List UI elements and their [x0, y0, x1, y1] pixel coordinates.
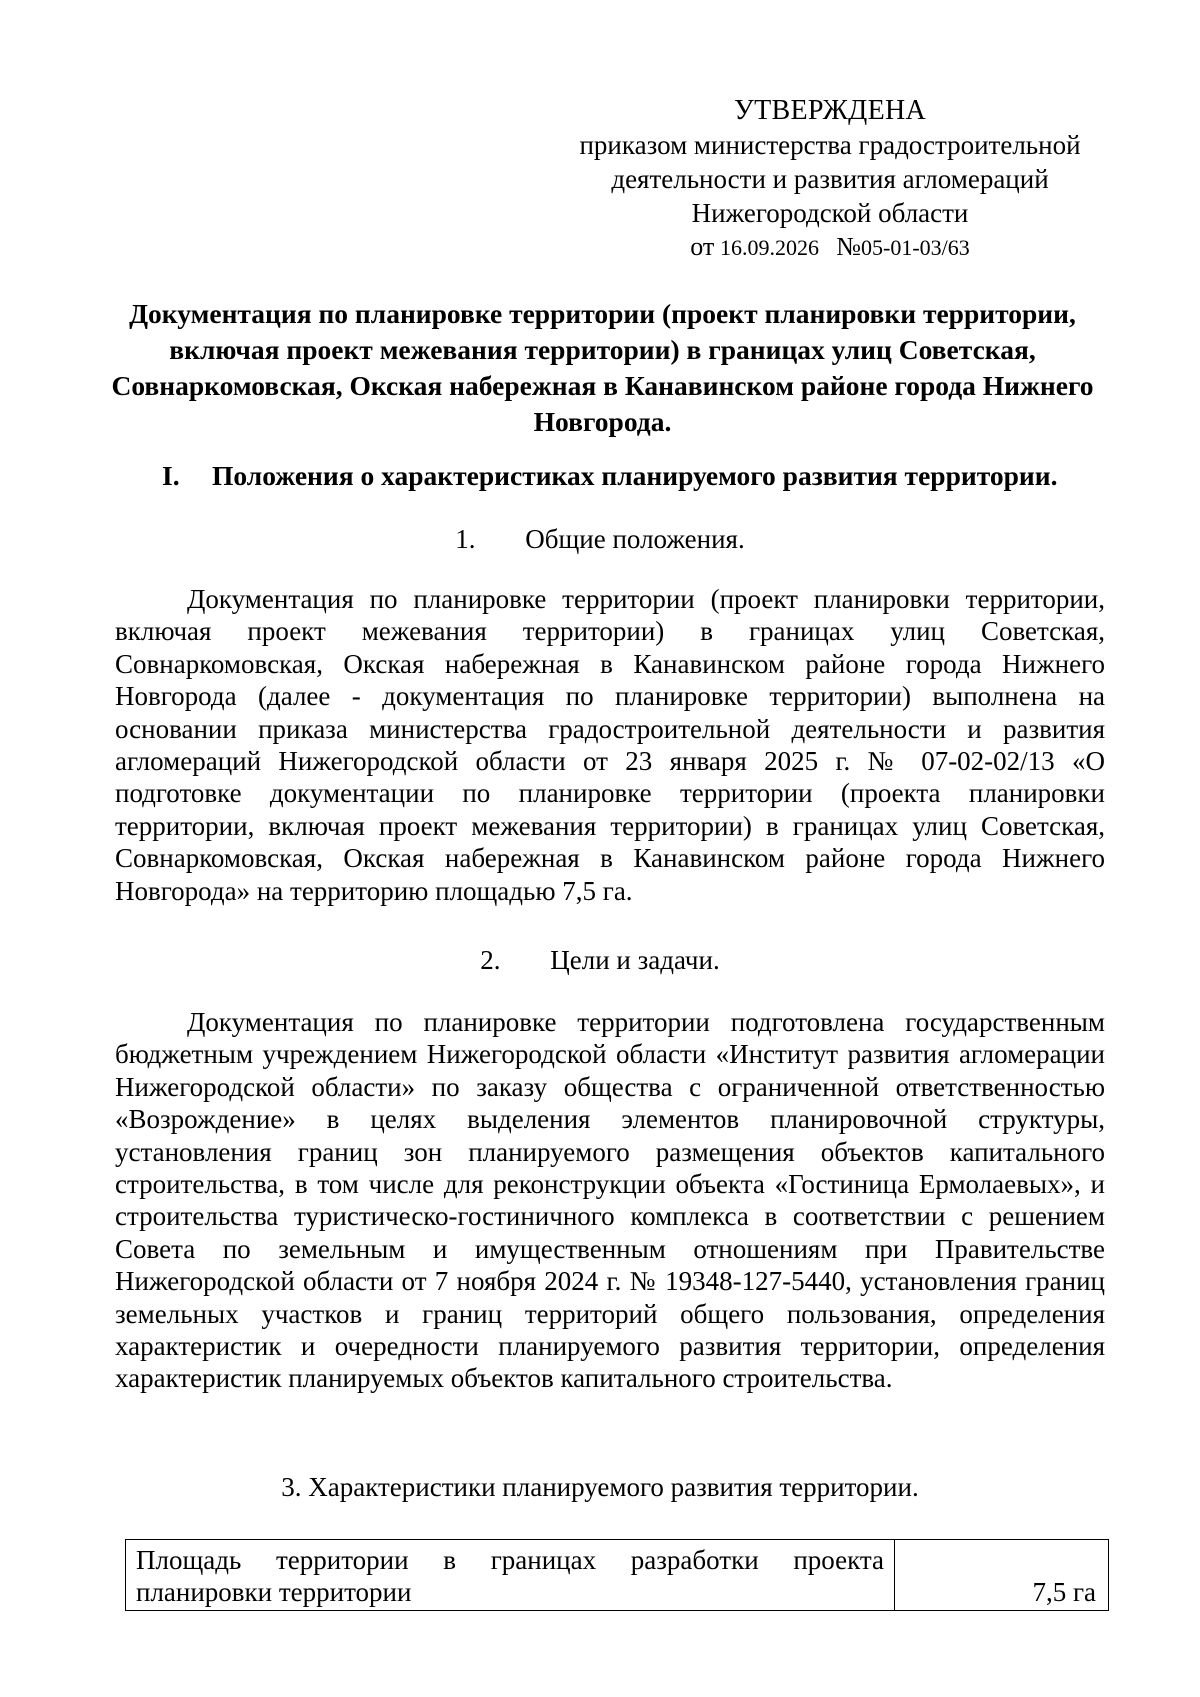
- subsection-title: Характеристики планируемого развития территории.: [308, 1472, 919, 1502]
- general-provisions-paragraph: Документация по планировке территории (проект планировки территории, включая проект межевания территории) в границах улиц Советская, Совнаркомовская, Окская набережная в Канавинском районе города Нижнего Новгорода (далее - документация по планировке территории) выполнена на основании приказа министерства градостроительной деятельности и развития агломераций Нижегородской области от 23 января 2025 г. № 07-02-02/13 «О подготовке документации по планировке территории (проекта планировки территории, включая проект межевания территории) в границах улиц Советская, Совнаркомовская, Окская набережная в Канавинском районе города Нижнего Новгорода» на территорию площадью 7,5 га.: [115, 584, 1105, 906]
- order-number: 05-01-03/63: [861, 235, 970, 260]
- goals-paragraph: Документация по планировке территории подготовлена государственным бюджетным учреждением Нижегородской области «Институт развития агломерации Нижегородской области» по заказу общества с ограниченной ответственностью «Возрождение» в целях выделения элементов планировочной структуры, установления границ зон планируемого размещения объектов капитального строительства, в том числе для реконструкции объекта «Гостиница Ермолаевых», и строительства туристическо-гостиничного комплекса в соответствии с решением Совета по земельным и имущественным отношениям при Правительстве Нижегородской области от 7 ноября 2024 г. № 19348-127-5440, установления границ земельных участков и границ территорий общего пользования, определения характеристик и очередности планируемого развития территории, определения характеристик планируемых объектов капитального строительства.: [115, 1007, 1105, 1394]
- order-line: [560, 232, 1100, 263]
- date-prefix: от: [690, 232, 715, 261]
- number-prefix: №: [836, 232, 862, 261]
- section-number: I.: [162, 460, 180, 491]
- approval-title: УТВЕРЖДЕНА: [733, 95, 927, 126]
- subsection-heading-3: [0, 1470, 1200, 1504]
- subsection-title: Общие положения.: [525, 524, 745, 554]
- section-heading: [162, 458, 1122, 494]
- subsection-title: Цели и задачи.: [550, 945, 720, 975]
- approval-line-1: приказом министерства градостроительной: [579, 130, 1081, 160]
- characteristics-table: [125, 1539, 1109, 1611]
- subsection-heading-2: [0, 943, 1200, 977]
- subsection-number: 1.: [455, 524, 476, 554]
- section-title: Положения о характеристиках планируемого развития территории.: [212, 460, 1058, 491]
- order-date: 16.09.2026: [719, 235, 819, 260]
- subsection-number: 3.: [281, 1472, 302, 1502]
- table-row: [126, 1540, 1109, 1611]
- table-cell-value: 7,5 га: [895, 1540, 1109, 1611]
- approval-line-3: Нижегородской области: [691, 198, 969, 228]
- document-title: Документация по планировке территории (проект планировки территории, включая проект межевания территории) в границах улиц Советская, Совнаркомовская, Окская набережная в Канавинском районе города Нижнего Новгорода.: [111, 298, 1094, 437]
- table-cell-name: Площадь территории в границах разработки проекта планировки территории: [126, 1540, 895, 1611]
- subsection-number: 2.: [480, 945, 501, 975]
- subsection-heading-1: [0, 522, 1200, 556]
- approval-stamp: [560, 94, 1100, 263]
- approval-line-2: деятельности и развития агломераций: [611, 164, 1049, 194]
